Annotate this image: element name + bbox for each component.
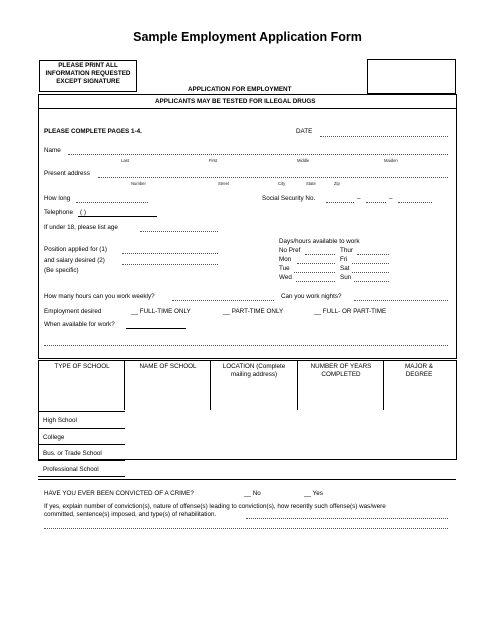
- name-field[interactable]: [68, 154, 448, 155]
- day-field[interactable]: [352, 272, 389, 273]
- day-field[interactable]: [305, 254, 335, 255]
- full-time-option[interactable]: __ FULL-TIME ONLY: [131, 308, 191, 315]
- col-divider: [124, 360, 125, 410]
- ssn-label: Social Security No.: [262, 195, 316, 202]
- position-field-1[interactable]: [122, 253, 218, 254]
- under18-label: If under 18, please list age: [44, 224, 118, 231]
- day-label: Thur: [340, 247, 353, 254]
- telephone-field[interactable]: [78, 216, 157, 217]
- crime-explain-line-1: If yes, explain number of conviction(s), nature of offense(s) leading to conviction(s), how recently such offense(s) was/were: [44, 503, 386, 510]
- day-label: Sun: [340, 274, 352, 281]
- day-field[interactable]: [297, 263, 335, 264]
- position-line-3: (Be specific): [44, 267, 79, 274]
- ssn-dash: –: [357, 195, 361, 202]
- under18-field[interactable]: [140, 231, 218, 232]
- address-part-street: Street: [218, 181, 230, 186]
- school-row-label: Professional School: [43, 466, 99, 473]
- address-part-state: State: [306, 181, 316, 186]
- blank-line[interactable]: [44, 345, 448, 346]
- application-heading: APPLICATION FOR EMPLOYMENT: [188, 86, 292, 93]
- ssn-field-1[interactable]: [326, 202, 354, 203]
- print-notice-box: [39, 60, 137, 92]
- notice-line: INFORMATION REQUESTED: [45, 70, 131, 77]
- col-divider: [297, 360, 298, 410]
- header-type-of-school: TYPE OF SCHOOL: [54, 363, 110, 370]
- telephone-area-code: ( ): [80, 209, 86, 216]
- day-label: Mon: [279, 256, 292, 263]
- address-field[interactable]: [98, 177, 448, 178]
- divider: [38, 108, 456, 109]
- ssn-field-2[interactable]: [366, 202, 386, 203]
- col-divider: [383, 360, 384, 410]
- position-line-2: and salary desired (2): [44, 257, 105, 264]
- row-divider: [38, 460, 125, 461]
- nights-field[interactable]: [354, 300, 448, 301]
- address-part-zip: Zip: [334, 181, 340, 186]
- day-label: Sat: [340, 265, 350, 272]
- office-use-box: [367, 59, 456, 94]
- part-time-option[interactable]: __ PART-TIME ONLY: [223, 308, 284, 315]
- day-field[interactable]: [357, 254, 389, 255]
- row-divider: [38, 411, 125, 412]
- name-part-first: First: [209, 158, 218, 163]
- row-divider: [38, 444, 125, 445]
- position-field-2[interactable]: [122, 264, 218, 265]
- address-part-number: Number: [131, 181, 146, 186]
- date-label: DATE: [296, 128, 313, 135]
- header-name-of-school: NAME OF SCHOOL: [139, 363, 197, 370]
- day-label: Tue: [279, 265, 290, 272]
- school-row-label: High School: [43, 417, 77, 424]
- header-location: LOCATION (Complete mailing address): [222, 363, 286, 378]
- name-part-middle: Middle: [297, 158, 310, 163]
- notice-line: EXCEPT SIGNATURE: [56, 78, 120, 85]
- drug-notice: APPLICANTS MAY BE TESTED FOR ILLEGAL DRUGS: [155, 98, 316, 105]
- header-years-completed: NUMBER OF YEARS COMPLETED: [310, 363, 372, 378]
- crime-question: HAVE YOU EVER BEEN CONVICTED OF A CRIME?: [44, 490, 194, 497]
- ssn-field-3[interactable]: [398, 202, 432, 203]
- day-field[interactable]: [352, 263, 389, 264]
- section-divider: [38, 479, 456, 480]
- notice-line: PLEASE PRINT ALL: [58, 62, 118, 69]
- row-divider: [38, 476, 125, 477]
- employment-desired-label: Employment desired: [44, 308, 102, 315]
- day-field[interactable]: [296, 281, 335, 282]
- days-heading: Days/hours available to work: [279, 238, 360, 245]
- row-divider: [38, 428, 125, 429]
- col-divider: [210, 360, 211, 410]
- day-label: Wed: [279, 274, 292, 281]
- name-part-maiden: Maiden: [384, 158, 398, 163]
- hours-weekly-field[interactable]: [172, 300, 274, 301]
- school-row-label: College: [43, 434, 65, 441]
- address-part-city: City: [278, 181, 286, 186]
- day-label: No Pref: [279, 247, 301, 254]
- header-major-degree: MAJOR & DEGREE: [405, 363, 433, 378]
- name-part-last: Last: [121, 158, 129, 163]
- crime-explain-line-2: committed, sentence(s) imposed, and type(s) of rehabilitation.: [44, 511, 217, 518]
- hours-weekly-label: How many hours can you work weekly?: [44, 293, 155, 300]
- page-title: Sample Employment Application Form: [133, 30, 362, 44]
- school-row-label: Bus. or Trade School: [43, 450, 102, 457]
- ssn-dash: –: [389, 195, 393, 202]
- name-label: Name: [44, 147, 61, 154]
- address-label: Present address: [44, 170, 90, 177]
- crime-no-option[interactable]: __ No: [244, 490, 261, 497]
- when-available-field[interactable]: [126, 328, 186, 329]
- how-long-label: How long: [44, 195, 71, 202]
- day-field[interactable]: [294, 272, 335, 273]
- crime-explain-field[interactable]: [44, 528, 448, 529]
- when-available-label: When available for work?: [44, 321, 115, 328]
- complete-pages-note: PLEASE COMPLETE PAGES 1-4.: [44, 128, 142, 135]
- full-or-part-time-option[interactable]: __ FULL- OR PART-TIME: [314, 308, 387, 315]
- how-long-field[interactable]: [76, 202, 148, 203]
- crime-explain-field[interactable]: [246, 518, 448, 519]
- date-field[interactable]: [320, 136, 448, 137]
- day-label: Fri: [340, 256, 348, 263]
- position-line-1: Position applied for (1): [44, 246, 108, 253]
- nights-label: Can you work nights?: [281, 293, 342, 300]
- day-field[interactable]: [354, 281, 389, 282]
- telephone-label: Telephone: [44, 209, 74, 216]
- crime-yes-option[interactable]: __ Yes: [304, 490, 323, 497]
